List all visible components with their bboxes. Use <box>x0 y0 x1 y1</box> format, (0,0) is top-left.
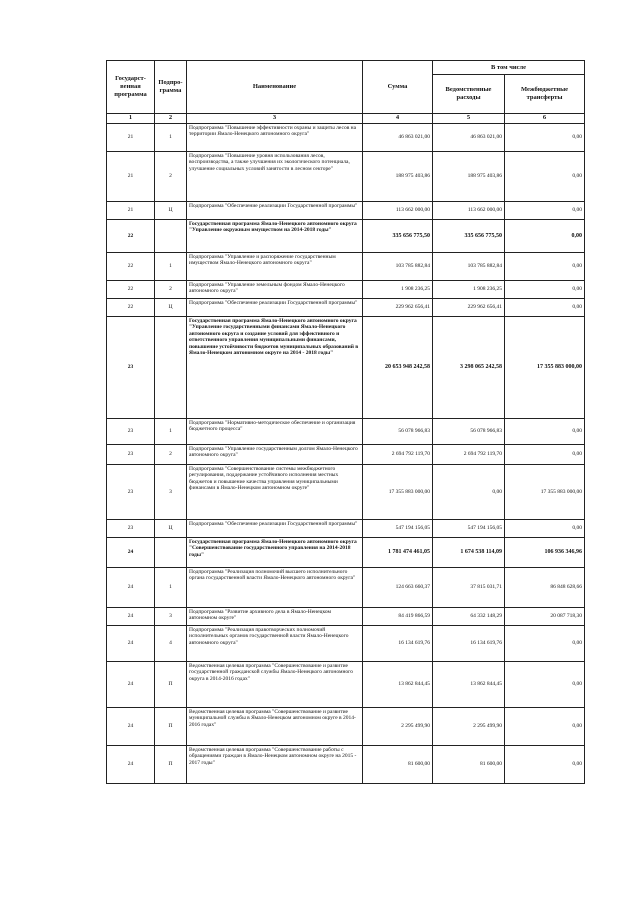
program-code-cell: 24 <box>107 608 155 626</box>
row-name-cell: Ведомственная целевая программа "Совершенствование и развитие муниципальной службы в Ямало-Ненецком автономном округе в 2014-2016 годах" <box>187 708 363 746</box>
row-name-cell: Подпрограмма "Управление и распоряжение государственным имуществом Ямало-Ненецкого автономного округа" <box>187 253 363 281</box>
row-name-cell: Подпрограмма "Управление государственным долгом Ямало-Ненецкого автономного округа" <box>187 445 363 465</box>
subprogram-code-cell: Ц <box>155 520 187 538</box>
subprogram-code-cell: Ц <box>155 299 187 317</box>
sum-cell: 46 863 021,00 <box>363 124 433 152</box>
departmental-cell: 64 332 148,29 <box>433 608 505 626</box>
departmental-cell: 13 862 844,45 <box>433 662 505 708</box>
program-code-cell: 23 <box>107 317 155 419</box>
interbudget-cell: 17 355 883 000,00 <box>505 317 585 419</box>
table-row <box>107 299 585 317</box>
row-name-cell: Государственная программа Ямало-Ненецкого автономного округа "Управление окружным имуществом на 2014-2018 годы" <box>187 220 363 253</box>
sum-cell: 84 419 866,59 <box>363 608 433 626</box>
program-code-cell: 24 <box>107 746 155 784</box>
column-number: 4 <box>363 114 433 124</box>
program-code-cell: 21 <box>107 202 155 220</box>
row-name-cell: Ведомственная целевая программа "Совершенствование работы с обращениями граждан в Ямало-Ненецком автономном округе на 2015 - 2017 годы" <box>187 746 363 784</box>
table-row <box>107 568 585 608</box>
row-name-cell: Подпрограмма "Реализация правотворческих полномочий исполнительных органов государственной власти Ямало-Ненецкого автономного округа" <box>187 626 363 662</box>
table-row <box>107 465 585 520</box>
row-name-cell: Подпрограмма "Управление земельным фондом Ямало-Ненецкого автономного округа" <box>187 281 363 299</box>
subprogram-code-cell: 1 <box>155 568 187 608</box>
departmental-cell: 3 298 065 242,58 <box>433 317 505 419</box>
sum-cell: 113 662 000,00 <box>363 202 433 220</box>
interbudget-cell: 0,00 <box>505 445 585 465</box>
subprogram-code-cell: 2 <box>155 445 187 465</box>
subprogram-code-cell: П <box>155 662 187 708</box>
program-code-cell: 21 <box>107 124 155 152</box>
program-code-cell: 24 <box>107 708 155 746</box>
interbudget-cell: 0,00 <box>505 253 585 281</box>
departmental-cell: 46 863 021,00 <box>433 124 505 152</box>
table-row <box>107 520 585 538</box>
sum-cell: 103 785 882,84 <box>363 253 433 281</box>
program-code-cell: 23 <box>107 419 155 445</box>
sum-cell: 335 656 775,50 <box>363 220 433 253</box>
row-name-cell: Ведомственная целевая программа "Совершенствование и развитие государственной гражданской службы Ямало-Ненецкого автономного округа в 2014-2016 годах" <box>187 662 363 708</box>
departmental-cell: 229 962 656,41 <box>433 299 505 317</box>
column-number: 2 <box>155 114 187 124</box>
table-row <box>107 281 585 299</box>
interbudget-cell: 86 848 628,66 <box>505 568 585 608</box>
program-code-cell: 24 <box>107 662 155 708</box>
sum-cell: 2 295 499,90 <box>363 708 433 746</box>
table-row <box>107 124 585 152</box>
subprogram-code-cell: 3 <box>155 608 187 626</box>
program-code-cell: 22 <box>107 299 155 317</box>
table-row <box>107 708 585 746</box>
column-number: 1 <box>107 114 155 124</box>
program-code-cell: 24 <box>107 568 155 608</box>
program-code-cell: 22 <box>107 281 155 299</box>
program-code-cell: 22 <box>107 253 155 281</box>
header-including: В том числе <box>433 61 585 75</box>
table-row <box>107 220 585 253</box>
departmental-cell: 56 078 966,83 <box>433 419 505 445</box>
interbudget-cell: 0,00 <box>505 746 585 784</box>
row-name-cell: Подпрограмма "Повышение эффективности охраны и защиты лесов на территории Ямало-Ненецкого автономного округа" <box>187 124 363 152</box>
subprogram-code-cell <box>155 538 187 568</box>
subprogram-code-cell: 2 <box>155 152 187 202</box>
sum-cell: 13 862 844,45 <box>363 662 433 708</box>
program-code-cell: 23 <box>107 520 155 538</box>
interbudget-cell: 0,00 <box>505 124 585 152</box>
subprogram-code-cell: 4 <box>155 626 187 662</box>
interbudget-cell: 0,00 <box>505 708 585 746</box>
sum-cell: 188 975 403,86 <box>363 152 433 202</box>
header-departmental: Ведомственные расходы <box>433 75 505 114</box>
header-name: Наименование <box>187 61 363 114</box>
column-numbers-row <box>107 114 585 124</box>
program-code-cell: 23 <box>107 465 155 520</box>
table-row <box>107 317 585 419</box>
subprogram-code-cell: 3 <box>155 465 187 520</box>
row-name-cell: Подпрограмма "Нормативно-методическое обеспечение и организация бюджетного процесса" <box>187 419 363 445</box>
sum-cell: 16 134 619,76 <box>363 626 433 662</box>
row-name-cell: Подпрограмма "Обеспечение реализации Государственной программы" <box>187 299 363 317</box>
subprogram-code-cell <box>155 317 187 419</box>
header-interbudget: Межбюджетные трансферты <box>505 75 585 114</box>
document-page <box>106 60 585 784</box>
row-name-cell: Подпрограмма "Реализация полномочий высшего исполнительного органа государственной власти Ямало-Ненецкого автономного округа" <box>187 568 363 608</box>
table-row <box>107 419 585 445</box>
column-number: 5 <box>433 114 505 124</box>
budget-table <box>106 60 585 784</box>
column-number: 6 <box>505 114 585 124</box>
sum-cell: 81 600,00 <box>363 746 433 784</box>
sum-cell: 17 355 883 000,00 <box>363 465 433 520</box>
program-code-cell: 24 <box>107 538 155 568</box>
interbudget-cell: 0,00 <box>505 281 585 299</box>
table-row <box>107 202 585 220</box>
row-name-cell: Подпрограмма "Обеспечение реализации Государственной программы" <box>187 202 363 220</box>
interbudget-cell: 0,00 <box>505 520 585 538</box>
program-code-cell: 22 <box>107 220 155 253</box>
sum-cell: 2 694 792 119,70 <box>363 445 433 465</box>
interbudget-cell: 0,00 <box>505 419 585 445</box>
interbudget-cell: 0,00 <box>505 626 585 662</box>
departmental-cell: 1 908 236,25 <box>433 281 505 299</box>
sum-cell: 229 962 656,41 <box>363 299 433 317</box>
interbudget-cell: 0,00 <box>505 202 585 220</box>
departmental-cell: 0,00 <box>433 465 505 520</box>
subprogram-code-cell: П <box>155 708 187 746</box>
subprogram-code-cell: 1 <box>155 253 187 281</box>
sum-cell: 56 078 966,83 <box>363 419 433 445</box>
interbudget-cell: 0,00 <box>505 152 585 202</box>
interbudget-cell: 20 087 718,30 <box>505 608 585 626</box>
program-code-cell: 23 <box>107 445 155 465</box>
program-code-cell: 21 <box>107 152 155 202</box>
subprogram-code-cell: 2 <box>155 281 187 299</box>
header-program: Государст-венная программа <box>107 61 155 114</box>
subprogram-code-cell: П <box>155 746 187 784</box>
program-code-cell: 24 <box>107 626 155 662</box>
row-name-cell: Подпрограмма "Совершенствование системы межбюджетного регулирования, поддержание устойчивого исполнения местных бюджетов и повышение качества управления муниципальными финансами в Ямало-Ненецком автономном округе" <box>187 465 363 520</box>
interbudget-cell: 0,00 <box>505 299 585 317</box>
table-row <box>107 746 585 784</box>
interbudget-cell: 106 936 346,96 <box>505 538 585 568</box>
row-name-cell: Подпрограмма "Развитие архивного дела в Ямало-Ненецком автономном округе" <box>187 608 363 626</box>
departmental-cell: 335 656 775,50 <box>433 220 505 253</box>
sum-cell: 124 663 660,37 <box>363 568 433 608</box>
departmental-cell: 188 975 403,86 <box>433 152 505 202</box>
sum-cell: 1 781 474 461,05 <box>363 538 433 568</box>
column-number: 3 <box>187 114 363 124</box>
departmental-cell: 113 662 000,00 <box>433 202 505 220</box>
subprogram-code-cell <box>155 220 187 253</box>
departmental-cell: 103 785 882,84 <box>433 253 505 281</box>
row-name-cell: Государственная программа Ямало-Ненецкого автономного округа "Управление государственными финансами Ямало-Ненецкого автономного округа и создание условий для эффективного и ответственного управления муниципальными финансами, повышение устойчивости бюджетов муниципальных образований в Ямало-Ненецком автономном округе на 2014 - 2018 годы" <box>187 317 363 419</box>
row-name-cell: Подпрограмма "Обеспечение реализации Государственной программы" <box>187 520 363 538</box>
table-row <box>107 608 585 626</box>
row-name-cell: Подпрограмма "Повышение уровня использования лесов, воспроизводства, а также улучшения их экологического потенциала, улучшение социальных условий занятости в лесном секторе" <box>187 152 363 202</box>
departmental-cell: 2 295 499,90 <box>433 708 505 746</box>
subprogram-code-cell: 1 <box>155 419 187 445</box>
departmental-cell: 16 134 619,76 <box>433 626 505 662</box>
table-row <box>107 626 585 662</box>
interbudget-cell: 0,00 <box>505 220 585 253</box>
departmental-cell: 2 694 792 119,70 <box>433 445 505 465</box>
subprogram-code-cell: 1 <box>155 124 187 152</box>
table-row <box>107 152 585 202</box>
departmental-cell: 37 815 031,71 <box>433 568 505 608</box>
sum-cell: 20 653 948 242,58 <box>363 317 433 419</box>
interbudget-cell: 0,00 <box>505 662 585 708</box>
table-row <box>107 662 585 708</box>
departmental-cell: 1 674 538 114,09 <box>433 538 505 568</box>
header-subprogram: Подпро-грамма <box>155 61 187 114</box>
interbudget-cell: 17 355 883 000,00 <box>505 465 585 520</box>
table-row <box>107 445 585 465</box>
sum-cell: 1 908 236,25 <box>363 281 433 299</box>
row-name-cell: Государственная программа Ямало-Ненецкого автономного округа "Совершенствование государственного управления на 2014-2018 годы" <box>187 538 363 568</box>
header-sum: Сумма <box>363 61 433 114</box>
sum-cell: 547 194 156,05 <box>363 520 433 538</box>
table-row <box>107 538 585 568</box>
departmental-cell: 547 194 156,05 <box>433 520 505 538</box>
departmental-cell: 81 600,00 <box>433 746 505 784</box>
subprogram-code-cell: Ц <box>155 202 187 220</box>
table-row <box>107 253 585 281</box>
